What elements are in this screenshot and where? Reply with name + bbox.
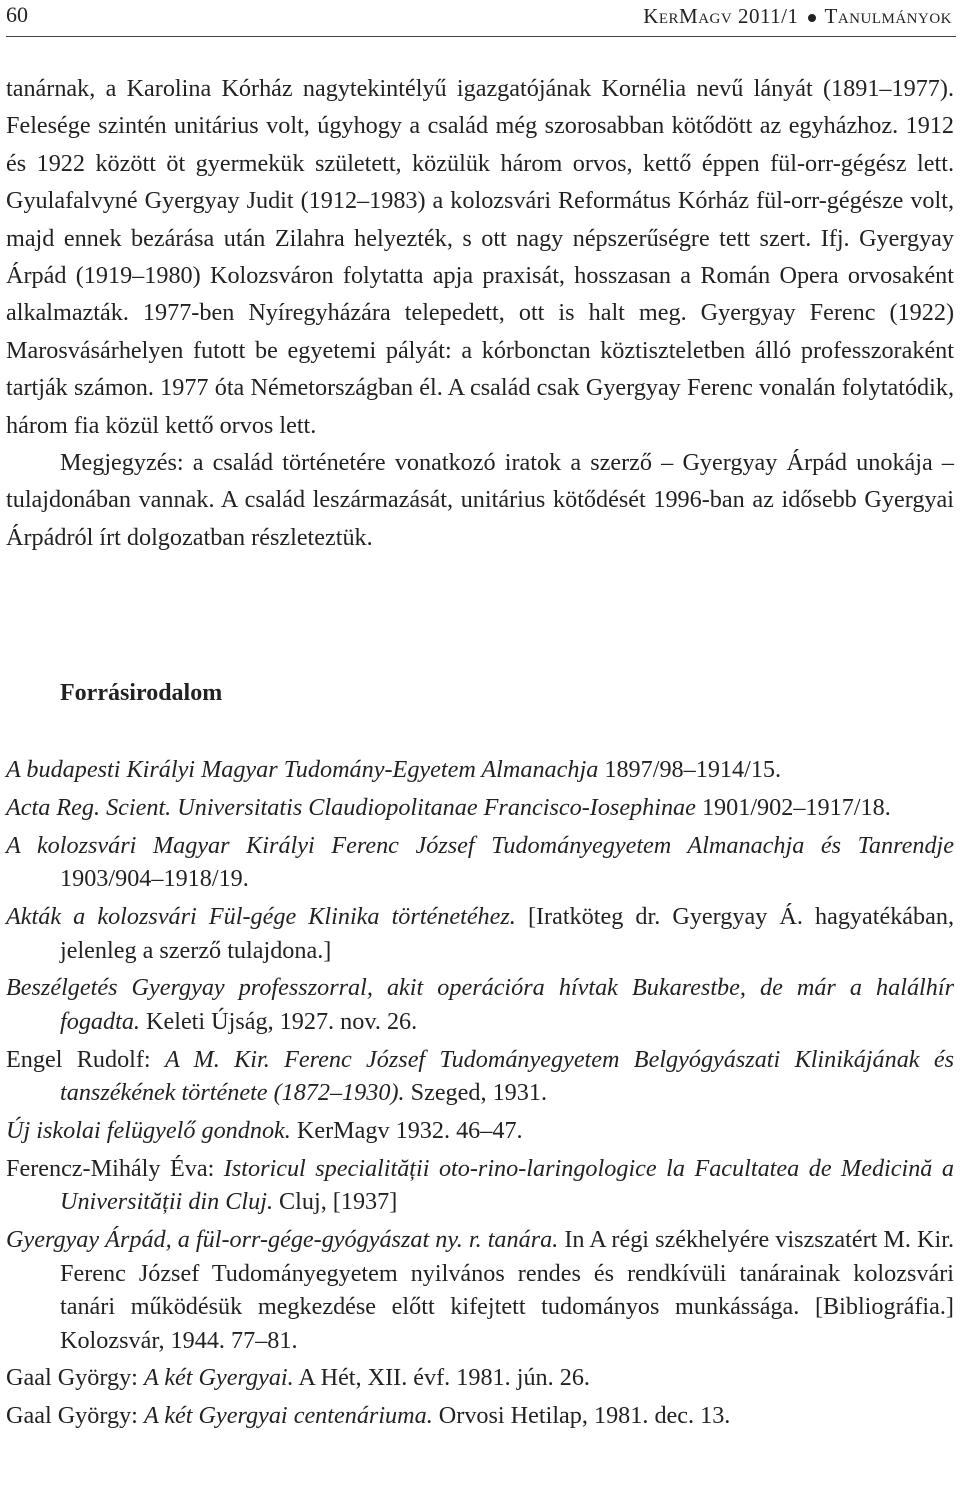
paragraph: tanárnak, a Karolina Kórház nagytekintélyű igazgatójának Kornélia nevű lányát (1891–1977). Felesége szintén unitárius volt, úgyhogy a család még szorosabban kötődött az egyházhoz. 1912 és 1922 között öt gyermekük született, közülük három orvos, kettő éppen fül-orr-gégész lett. Gyulafalvyné Gyergyay Judit (1912–1983) a kolozsvári Református Kórház fül-orr-gégésze volt, majd ennek bezárása után Zilahra helyezték, s ott nagy népszerűségre tett szert. Ifj. Gyergyay Árpád (1919–1980) Kolozsváron folytatta apja praxisát, hosszasan a Román Opera orvosaként alkalmazták. 1977-ben Nyíregyházára telepedett, ott is halt meg. Gyergyay Ferenc (1922) Marosvásárhelyen futott be egyetemi pályát: a kórbonctan köztiszteletben álló professzoraként tartják számon. 1977 óta Németországban él. A család csak Gyergyay Ferenc vonalán folytatódik, három fia közül kettő orvos lett. xyxy=(6,75,954,439)
bullet-separator-icon xyxy=(808,14,816,22)
reference-item: Gaal György: A két Gyergyai centenáriuma. Orvosi Hetilap, 1981. dec. 13. xyxy=(6,1402,731,1430)
reference-item: Acta Reg. Scient. Universitatis Claudiopolitanae Francisco-Iosephinae 1901/902–1917/18. xyxy=(6,793,891,821)
running-head xyxy=(643,4,952,29)
reference-item: Akták a kolozsvári Fül-gége Klinika történetéhez. [Iratköteg dr. Gyergyay Á. hagyatékában, jelenleg a szerző tulajdona.] xyxy=(6,903,954,964)
reference-item: Gaal György: A két Gyergyai. A Hét, XII. évf. 1981. jún. 26. xyxy=(6,1364,590,1392)
reference-item: A kolozsvári Magyar Királyi Ferenc József Tudományegyetem Almanachja és Tanrendje 1903/904–1918/19. xyxy=(6,831,954,893)
reference-item: Ferencz-Mihály Éva: Istoricul specialității oto-rino-laringologice la Facultatea de Medicină a Universității din Cluj. Cluj, [1937] xyxy=(6,1154,954,1216)
running-header xyxy=(6,0,956,37)
section-name: Tanulmányok xyxy=(824,4,952,28)
reference-item: Engel Rudolf: A M. Kir. Ferenc József Tudományegyetem Belgyógyászati Klinikájának és tanszékének története (1872–1930). Szeged, 1931. xyxy=(6,1045,954,1107)
reference-list xyxy=(6,753,954,1433)
reference-item: Új iskolai felügyelő gondnok. KerMagv 1932. 46–47. xyxy=(6,1117,523,1145)
body-text xyxy=(6,70,954,556)
reference-item: A budapesti Királyi Magyar Tudomány-Egyetem Almanachja 1897/98–1914/15. xyxy=(6,756,782,783)
page-number: 60 xyxy=(6,2,28,27)
reference-item: Beszélgetés Gyergyay professzorral, akit operációra hívtak Bukarestbe, de már a halálhír fogadta. Keleti Újság, 1927. nov. 26. xyxy=(6,974,954,1035)
section-title: Forrásirodalom xyxy=(60,680,223,706)
paragraph: Megjegyzés: a család történetére vonatkozó iratok a szerző – Gyergyay Árpád unokája – tulajdonában vannak. A család leszármazását, unitárius kötődését 1996-ban az idősebb Gyergyai Árpádról írt dolgozatban részleteztük. xyxy=(6,449,954,551)
reference-item: Gyergyay Árpád, a fül-orr-gége-gyógyászat ny. r. tanára. In A régi székhelyére viszszatért M. Kir. Ferenc József Tudományegyetem nyilvános rendes és rendkívüli tanárainak kolozsvári tanári működésük megkezdése előtt kifejtett tudományos munkássága. [Bibliográfia.] Kolozsvár, 1944. 77–81. xyxy=(6,1226,954,1354)
journal-name: KerMagv 2011/1 xyxy=(643,4,799,28)
